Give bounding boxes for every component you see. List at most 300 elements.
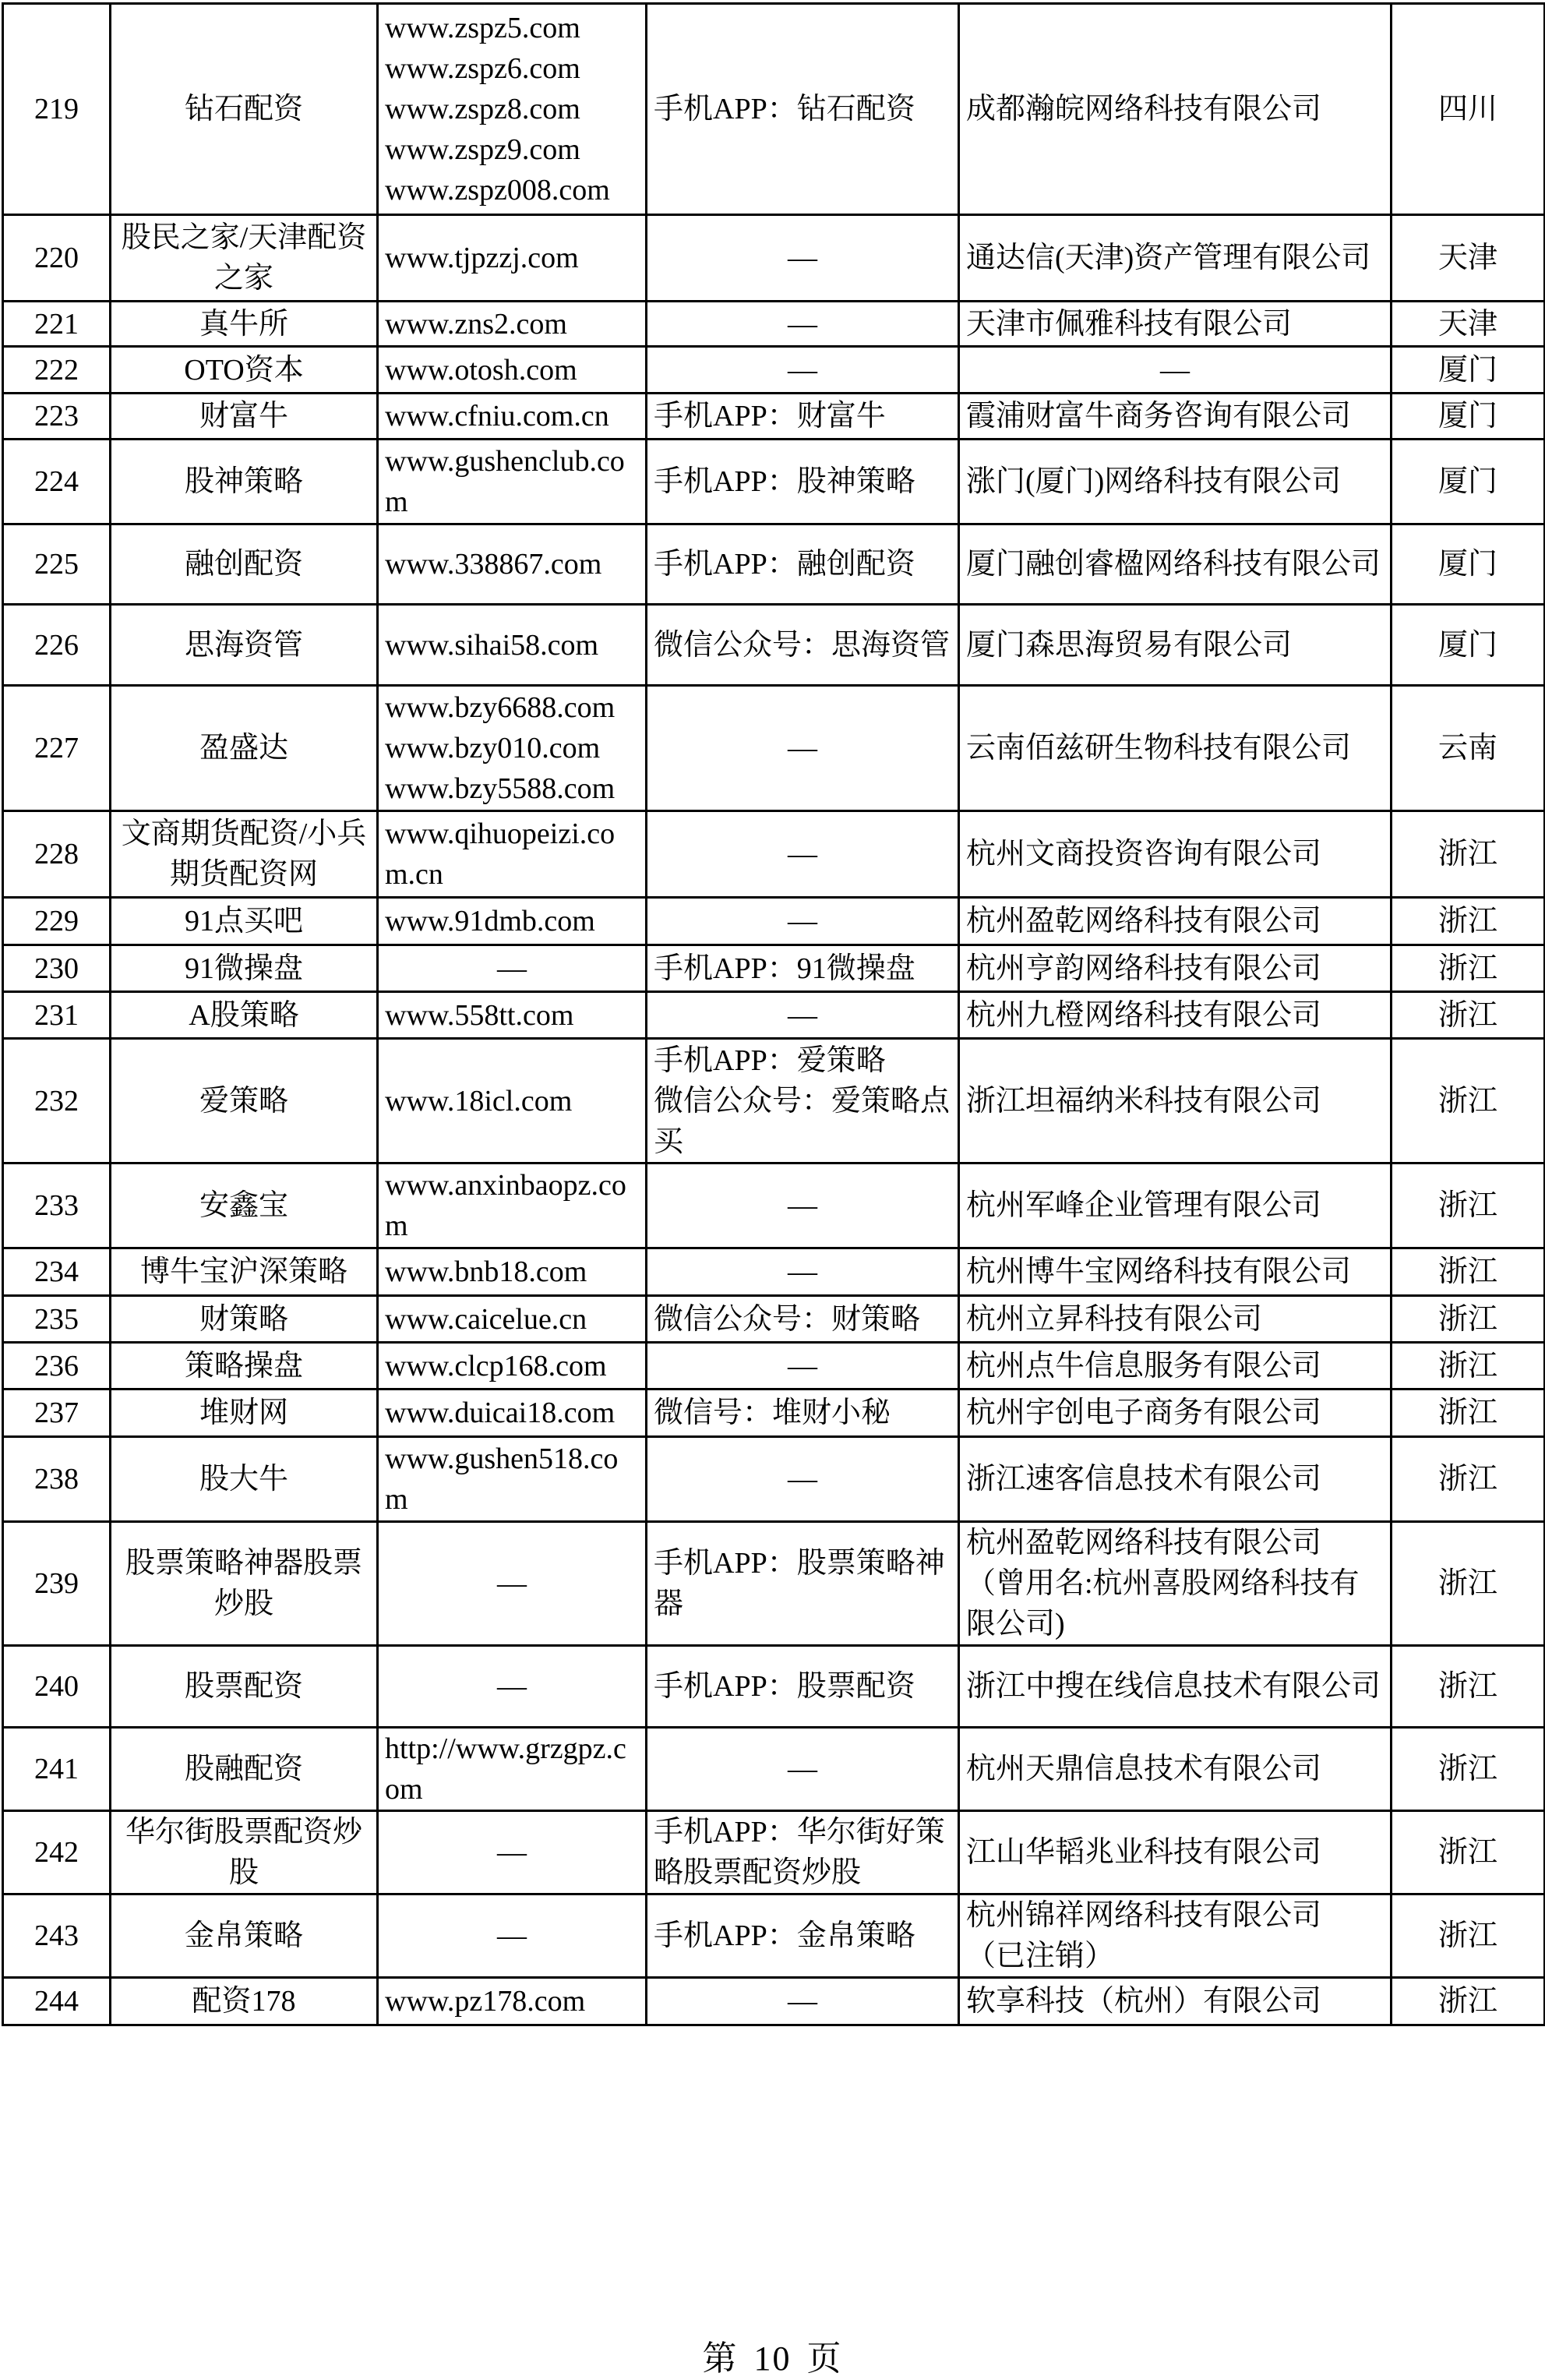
region: 浙江 bbox=[1437, 1836, 1497, 1869]
website-url: http://www.grzgpz.com bbox=[385, 1732, 626, 1806]
platform-name: 策略操盘 bbox=[184, 1349, 303, 1382]
cell-region bbox=[1392, 1296, 1545, 1343]
cell-platform-name bbox=[111, 524, 378, 605]
cell-company bbox=[959, 347, 1392, 394]
platform-name: 盈盛达 bbox=[199, 732, 288, 764]
company-name: 浙江速客信息技术有限公司 bbox=[966, 1463, 1322, 1495]
platform-name: 股融配资 bbox=[184, 1753, 303, 1785]
table-row bbox=[3, 945, 1545, 992]
cell-number bbox=[3, 1728, 111, 1811]
cell-website bbox=[378, 898, 647, 945]
row-number: 244 bbox=[34, 1985, 79, 2018]
table-row bbox=[3, 440, 1545, 524]
cell-app-wechat bbox=[647, 1522, 959, 1646]
website-url: www.91dmb.com bbox=[385, 905, 595, 938]
cell-platform-name bbox=[111, 394, 378, 440]
cell-website bbox=[378, 1039, 647, 1164]
table-row bbox=[3, 898, 1545, 945]
website-url: www.338867.com bbox=[385, 548, 602, 581]
app-wechat-entry: — bbox=[788, 905, 817, 938]
company-name: 杭州盈乾网络科技有限公司 bbox=[966, 905, 1322, 938]
cell-platform-name bbox=[111, 215, 378, 302]
platform-name: 财富牛 bbox=[199, 400, 288, 433]
cell-company bbox=[959, 1296, 1392, 1343]
table-row bbox=[3, 1039, 1545, 1164]
website-url: www.otosh.com bbox=[385, 353, 577, 387]
cell-number bbox=[3, 394, 111, 440]
app-wechat-entry: 手机APP：财富牛 bbox=[654, 400, 886, 433]
cell-number bbox=[3, 811, 111, 898]
app-wechat-entry: 手机APP：华尔街好策略股票配资炒股 bbox=[654, 1816, 945, 1889]
website-url: www.zspz9.com bbox=[385, 133, 580, 166]
website-url: www.gushen518.com bbox=[385, 1442, 619, 1516]
cell-number bbox=[3, 1894, 111, 1978]
table-row bbox=[3, 394, 1545, 440]
app-wechat-entry: — bbox=[788, 1255, 817, 1288]
table-row bbox=[3, 1343, 1545, 1390]
website-url: — bbox=[497, 1919, 527, 1952]
cell-region bbox=[1392, 945, 1545, 992]
company-name: 杭州军峰企业管理有限公司 bbox=[966, 1189, 1322, 1222]
cell-app-wechat bbox=[647, 686, 959, 811]
cell-number bbox=[3, 1164, 111, 1248]
cell-platform-name bbox=[111, 1437, 378, 1522]
cell-platform-name bbox=[111, 347, 378, 394]
row-number: 237 bbox=[34, 1397, 79, 1429]
cell-website bbox=[378, 1437, 647, 1522]
platform-name: 91微操盘 bbox=[184, 952, 303, 985]
table-row bbox=[3, 4, 1545, 215]
cell-platform-name bbox=[111, 1039, 378, 1164]
website-url: — bbox=[497, 1670, 527, 1703]
row-number: 236 bbox=[34, 1349, 79, 1382]
table-row bbox=[3, 1390, 1545, 1437]
table-row bbox=[3, 1296, 1545, 1343]
cell-region bbox=[1392, 347, 1545, 394]
cell-platform-name bbox=[111, 1248, 378, 1296]
cell-app-wechat bbox=[647, 1343, 959, 1390]
cell-number bbox=[3, 605, 111, 686]
cell-platform-name bbox=[111, 686, 378, 811]
table-row bbox=[3, 347, 1545, 394]
region: 浙江 bbox=[1437, 998, 1497, 1032]
platform-name: OTO资本 bbox=[184, 353, 304, 387]
region: 云南 bbox=[1437, 732, 1497, 764]
cell-company bbox=[959, 302, 1392, 347]
table-row bbox=[3, 811, 1545, 898]
company-name: 浙江中搜在线信息技术有限公司 bbox=[966, 1670, 1381, 1703]
cell-region bbox=[1392, 1646, 1545, 1728]
row-number: 230 bbox=[34, 952, 79, 985]
platform-name: 思海资管 bbox=[184, 628, 303, 662]
cell-region bbox=[1392, 1437, 1545, 1522]
cell-platform-name bbox=[111, 1296, 378, 1343]
cell-platform-name bbox=[111, 1164, 378, 1248]
company-name: 浙江坦福纳米科技有限公司 bbox=[966, 1084, 1322, 1118]
row-number: 240 bbox=[34, 1670, 79, 1703]
region: 浙江 bbox=[1437, 905, 1497, 938]
cell-platform-name bbox=[111, 440, 378, 524]
row-number: 238 bbox=[34, 1463, 79, 1495]
company-name: 涨门(厦门)网络科技有限公司 bbox=[966, 465, 1342, 498]
cell-app-wechat bbox=[647, 1978, 959, 2025]
cell-company bbox=[959, 1437, 1392, 1522]
company-name: （曾用名:杭州喜股网络科技有限公司) bbox=[966, 1567, 1360, 1640]
platform-name: 金帛策略 bbox=[184, 1919, 303, 1952]
company-name: 软享科技（杭州）有限公司 bbox=[966, 1985, 1322, 2018]
cell-number bbox=[3, 1248, 111, 1296]
cell-platform-name bbox=[111, 605, 378, 686]
row-number: 241 bbox=[34, 1753, 79, 1785]
website-url: www.zspz8.com bbox=[385, 93, 580, 125]
cell-app-wechat bbox=[647, 1728, 959, 1811]
region: 厦门 bbox=[1437, 548, 1497, 581]
cell-website bbox=[378, 1164, 647, 1248]
row-number: 243 bbox=[34, 1919, 79, 1952]
app-wechat-entry: 手机APP：融创配资 bbox=[654, 548, 915, 581]
app-wechat-entry: 微信号：堆财小秘 bbox=[654, 1397, 891, 1429]
cell-website bbox=[378, 1894, 647, 1978]
website-url: www.zspz008.com bbox=[385, 174, 610, 207]
row-number: 224 bbox=[34, 465, 79, 498]
company-name: 杭州天鼎信息技术有限公司 bbox=[966, 1753, 1322, 1785]
website-url: www.sihai58.com bbox=[385, 628, 599, 662]
cell-app-wechat bbox=[647, 898, 959, 945]
cell-number bbox=[3, 302, 111, 347]
region: 天津 bbox=[1437, 242, 1497, 274]
website-url: www.qihuopeizi.com.cn bbox=[385, 817, 616, 891]
region: 浙江 bbox=[1437, 1919, 1497, 1952]
company-name: 杭州博牛宝网络科技有限公司 bbox=[966, 1255, 1352, 1288]
app-wechat-entry: 微信公众号：思海资管 bbox=[654, 628, 951, 662]
region: 厦门 bbox=[1437, 465, 1497, 498]
cell-app-wechat bbox=[647, 1894, 959, 1978]
cell-platform-name bbox=[111, 811, 378, 898]
cell-company bbox=[959, 1978, 1392, 2025]
cell-number bbox=[3, 1811, 111, 1894]
website-url: www.pz178.com bbox=[385, 1985, 586, 2018]
website-url: www.cfniu.com.cn bbox=[385, 400, 609, 433]
company-name: 通达信(天津)资产管理有限公司 bbox=[966, 242, 1371, 274]
region: 浙江 bbox=[1437, 1349, 1497, 1382]
website-url: www.gushenclub.com bbox=[385, 445, 625, 518]
website-url: www.zspz5.com bbox=[385, 12, 580, 44]
cell-platform-name bbox=[111, 1978, 378, 2025]
platform-name: 91点买吧 bbox=[184, 905, 303, 938]
cell-app-wechat bbox=[647, 1248, 959, 1296]
company-name: 霞浦财富牛商务咨询有限公司 bbox=[966, 400, 1352, 433]
website-url: www.clcp168.com bbox=[385, 1349, 607, 1382]
cell-region bbox=[1392, 1390, 1545, 1437]
app-wechat-entry: 手机APP：股神策略 bbox=[654, 465, 915, 498]
platform-name: 钻石配资 bbox=[184, 93, 303, 125]
region: 浙江 bbox=[1437, 1255, 1497, 1288]
table-row bbox=[3, 1248, 1545, 1296]
region: 浙江 bbox=[1437, 1567, 1497, 1600]
row-number: 219 bbox=[34, 93, 79, 125]
cell-number bbox=[3, 1296, 111, 1343]
cell-platform-name bbox=[111, 992, 378, 1039]
cell-platform-name bbox=[111, 302, 378, 347]
company-name: 杭州锦祥网络科技有限公司 bbox=[966, 1899, 1322, 1932]
row-number: 226 bbox=[34, 628, 79, 662]
platform-name: 华尔街股票配资炒股 bbox=[125, 1816, 362, 1889]
company-name: （已注销） bbox=[966, 1940, 1115, 1972]
page-number: 10 bbox=[753, 2339, 792, 2378]
cell-app-wechat bbox=[647, 347, 959, 394]
row-number: 234 bbox=[34, 1255, 79, 1288]
platform-name: 财策略 bbox=[199, 1302, 288, 1336]
cell-app-wechat bbox=[647, 1811, 959, 1894]
company-name: 杭州文商投资咨询有限公司 bbox=[966, 838, 1322, 870]
cell-region bbox=[1392, 1522, 1545, 1646]
cell-number bbox=[3, 1522, 111, 1646]
cell-region bbox=[1392, 686, 1545, 811]
cell-app-wechat bbox=[647, 1296, 959, 1343]
table-row bbox=[3, 1811, 1545, 1894]
cell-number bbox=[3, 1437, 111, 1522]
website-url: — bbox=[497, 952, 527, 985]
row-number: 232 bbox=[34, 1084, 79, 1118]
company-name: 成都瀚皖网络科技有限公司 bbox=[966, 93, 1322, 125]
cell-website bbox=[378, 1296, 647, 1343]
cell-company bbox=[959, 215, 1392, 302]
cell-company bbox=[959, 1390, 1392, 1437]
website-url: www.anxinbaopz.com bbox=[385, 1169, 626, 1242]
app-wechat-entry: — bbox=[788, 1349, 817, 1382]
cell-platform-name bbox=[111, 1811, 378, 1894]
cell-app-wechat bbox=[647, 811, 959, 898]
company-name: 江山华韬兆业科技有限公司 bbox=[966, 1836, 1322, 1869]
cell-company bbox=[959, 524, 1392, 605]
platform-name: 股民之家/天津配资之家 bbox=[121, 221, 367, 295]
table-row bbox=[3, 302, 1545, 347]
row-number: 235 bbox=[34, 1302, 79, 1336]
platform-name: 股大牛 bbox=[199, 1463, 288, 1495]
cell-platform-name bbox=[111, 1522, 378, 1646]
website-url: www.tjpzzj.com bbox=[385, 242, 579, 274]
region: 浙江 bbox=[1437, 1084, 1497, 1118]
cell-company bbox=[959, 440, 1392, 524]
cell-company bbox=[959, 1248, 1392, 1296]
cell-website bbox=[378, 524, 647, 605]
cell-company bbox=[959, 1164, 1392, 1248]
app-wechat-entry: — bbox=[788, 998, 817, 1032]
row-number: 229 bbox=[34, 905, 79, 938]
app-wechat-entry: — bbox=[788, 353, 817, 387]
region: 浙江 bbox=[1437, 1463, 1497, 1495]
cell-app-wechat bbox=[647, 1390, 959, 1437]
cell-number bbox=[3, 945, 111, 992]
app-wechat-entry: 手机APP：爱策略 bbox=[654, 1043, 886, 1077]
cell-app-wechat bbox=[647, 992, 959, 1039]
table-row bbox=[3, 1522, 1545, 1646]
cell-website bbox=[378, 394, 647, 440]
page-footer bbox=[0, 2330, 1545, 2380]
platform-name: 爱策略 bbox=[199, 1084, 288, 1118]
cell-app-wechat bbox=[647, 1039, 959, 1164]
region: 浙江 bbox=[1437, 952, 1497, 985]
cell-region bbox=[1392, 1978, 1545, 2025]
platform-name: 博牛宝沪深策略 bbox=[139, 1255, 347, 1288]
cell-website bbox=[378, 605, 647, 686]
cell-region bbox=[1392, 524, 1545, 605]
cell-number bbox=[3, 4, 111, 215]
company-name: 杭州立昇科技有限公司 bbox=[966, 1302, 1263, 1336]
region: 浙江 bbox=[1437, 1302, 1497, 1336]
website-url: — bbox=[497, 1836, 527, 1869]
cell-platform-name bbox=[111, 4, 378, 215]
cell-number bbox=[3, 1646, 111, 1728]
region: 厦门 bbox=[1437, 353, 1497, 387]
app-wechat-entry: — bbox=[788, 1463, 817, 1495]
region: 天津 bbox=[1437, 307, 1497, 341]
cell-website bbox=[378, 215, 647, 302]
row-number: 220 bbox=[34, 242, 79, 274]
cell-website bbox=[378, 1248, 647, 1296]
cell-website bbox=[378, 1522, 647, 1646]
app-wechat-entry: — bbox=[788, 1189, 817, 1222]
cell-company bbox=[959, 898, 1392, 945]
company-name: 杭州宇创电子商务有限公司 bbox=[966, 1397, 1322, 1429]
region: 浙江 bbox=[1437, 1670, 1497, 1703]
region: 厦门 bbox=[1437, 628, 1497, 662]
cell-platform-name bbox=[111, 1646, 378, 1728]
cell-number bbox=[3, 686, 111, 811]
app-wechat-entry: — bbox=[788, 1985, 817, 2018]
app-wechat-entry: 手机APP：股票策略神器 bbox=[654, 1547, 945, 1620]
app-wechat-entry: 手机APP：股票配资 bbox=[654, 1670, 915, 1703]
app-wechat-entry: — bbox=[788, 307, 817, 341]
company-name: 杭州点牛信息服务有限公司 bbox=[966, 1349, 1322, 1382]
cell-region bbox=[1392, 302, 1545, 347]
cell-website bbox=[378, 347, 647, 394]
platform-name: 堆财网 bbox=[199, 1397, 288, 1429]
website-url: www.bzy6688.com bbox=[385, 691, 616, 724]
cell-app-wechat bbox=[647, 1646, 959, 1728]
cell-region bbox=[1392, 1343, 1545, 1390]
website-url: — bbox=[497, 1567, 527, 1600]
cell-website bbox=[378, 1390, 647, 1437]
row-number: 225 bbox=[34, 548, 79, 581]
cell-region bbox=[1392, 394, 1545, 440]
cell-website bbox=[378, 945, 647, 992]
cell-number bbox=[3, 1978, 111, 2025]
cell-region bbox=[1392, 215, 1545, 302]
website-url: www.zns2.com bbox=[385, 307, 567, 341]
table-row bbox=[3, 1437, 1545, 1522]
region: 浙江 bbox=[1437, 1753, 1497, 1785]
cell-app-wechat bbox=[647, 524, 959, 605]
company-name: 杭州盈乾网络科技有限公司 bbox=[966, 1527, 1322, 1559]
cell-region bbox=[1392, 605, 1545, 686]
table-row bbox=[3, 1646, 1545, 1728]
cell-website bbox=[378, 1646, 647, 1728]
app-wechat-entry: 手机APP：金帛策略 bbox=[654, 1919, 915, 1952]
cell-company bbox=[959, 686, 1392, 811]
cell-number bbox=[3, 440, 111, 524]
region: 四川 bbox=[1437, 93, 1497, 125]
cell-number bbox=[3, 1039, 111, 1164]
region: 浙江 bbox=[1437, 1397, 1497, 1429]
cell-platform-name bbox=[111, 898, 378, 945]
website-url: www.zspz6.com bbox=[385, 52, 580, 85]
table-row bbox=[3, 524, 1545, 605]
company-name: 杭州九橙网络科技有限公司 bbox=[966, 998, 1322, 1032]
company-name: 云南佰兹研生物科技有限公司 bbox=[966, 732, 1352, 764]
cell-region bbox=[1392, 1248, 1545, 1296]
row-number: 227 bbox=[34, 732, 79, 764]
platform-name: 安鑫宝 bbox=[199, 1189, 288, 1222]
platform-name: 融创配资 bbox=[184, 548, 303, 581]
row-number: 228 bbox=[34, 838, 79, 870]
platform-list-table bbox=[2, 2, 1545, 2026]
cell-website bbox=[378, 440, 647, 524]
cell-region bbox=[1392, 811, 1545, 898]
row-number: 222 bbox=[34, 353, 79, 387]
website-url: www.558tt.com bbox=[385, 998, 574, 1032]
region: 浙江 bbox=[1437, 838, 1497, 870]
table-body bbox=[3, 4, 1545, 2025]
cell-region bbox=[1392, 1894, 1545, 1978]
region: 厦门 bbox=[1437, 400, 1497, 433]
table-row bbox=[3, 605, 1545, 686]
cell-company bbox=[959, 4, 1392, 215]
website-url: www.18icl.com bbox=[385, 1084, 573, 1118]
cell-app-wechat bbox=[647, 605, 959, 686]
cell-company bbox=[959, 992, 1392, 1039]
cell-region bbox=[1392, 1039, 1545, 1164]
cell-company bbox=[959, 394, 1392, 440]
app-wechat-entry: — bbox=[788, 838, 817, 870]
row-number: 239 bbox=[34, 1567, 79, 1600]
app-wechat-entry: 手机APP：91微操盘 bbox=[654, 952, 915, 985]
platform-name: 股票配资 bbox=[184, 1670, 303, 1703]
cell-company bbox=[959, 1811, 1392, 1894]
cell-region bbox=[1392, 1728, 1545, 1811]
cell-number bbox=[3, 1343, 111, 1390]
cell-number bbox=[3, 215, 111, 302]
cell-website bbox=[378, 1728, 647, 1811]
cell-website bbox=[378, 811, 647, 898]
website-url: www.bzy5588.com bbox=[385, 772, 616, 805]
platform-name: 真牛所 bbox=[199, 307, 288, 341]
cell-app-wechat bbox=[647, 215, 959, 302]
app-wechat-entry: 微信公众号：爱策略点买 bbox=[654, 1084, 951, 1158]
page-label-suffix: 页 bbox=[806, 2339, 843, 2378]
cell-website bbox=[378, 1343, 647, 1390]
website-url: www.duicai18.com bbox=[385, 1397, 616, 1429]
cell-app-wechat bbox=[647, 394, 959, 440]
platform-name: 文商期货配资/小兵期货配资网 bbox=[121, 817, 367, 891]
cell-website bbox=[378, 1811, 647, 1894]
cell-website bbox=[378, 302, 647, 347]
cell-company bbox=[959, 605, 1392, 686]
cell-region bbox=[1392, 898, 1545, 945]
app-wechat-entry: — bbox=[788, 1753, 817, 1785]
cell-region bbox=[1392, 992, 1545, 1039]
row-number: 231 bbox=[34, 998, 79, 1032]
app-wechat-entry: 微信公众号：财策略 bbox=[654, 1302, 921, 1336]
cell-company bbox=[959, 1728, 1392, 1811]
row-number: 221 bbox=[34, 307, 79, 341]
platform-name: A股策略 bbox=[189, 998, 299, 1032]
website-url: www.bnb18.com bbox=[385, 1255, 587, 1288]
cell-region bbox=[1392, 1811, 1545, 1894]
cell-number bbox=[3, 347, 111, 394]
cell-company bbox=[959, 1646, 1392, 1728]
table-row bbox=[3, 1728, 1545, 1811]
